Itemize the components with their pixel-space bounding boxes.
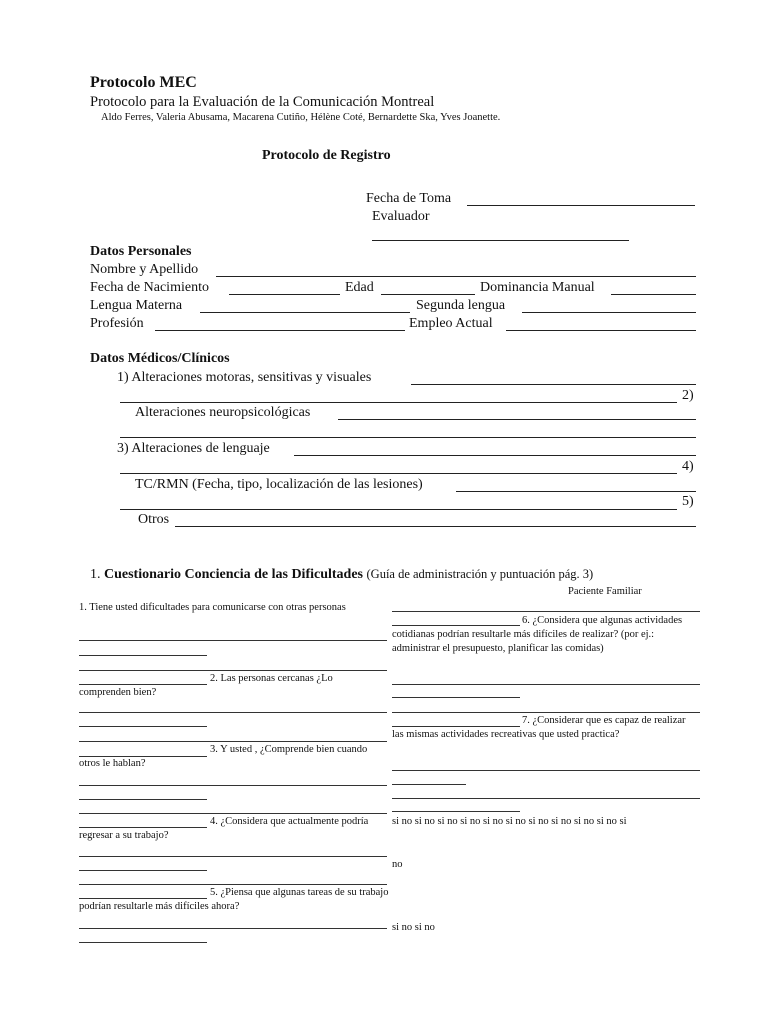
fecha-nacimiento-label: Fecha de Nacimiento: [90, 280, 209, 295]
question-1: 1. Tiene usted dificultades para comunicarse con otras personas: [79, 602, 346, 613]
answer-option-no[interactable]: no: [392, 859, 403, 870]
answer-line[interactable]: [392, 798, 700, 799]
item-otros-field[interactable]: [175, 526, 696, 527]
answer-options-sino[interactable]: si no si no: [392, 922, 435, 933]
answer-line[interactable]: [79, 928, 387, 929]
number-2: 2): [682, 388, 694, 403]
answer-line[interactable]: [79, 712, 387, 713]
item-lenguaje-label: 3) Alteraciones de lenguaje: [117, 441, 270, 456]
segunda-lengua-label: Segunda lengua: [416, 298, 506, 313]
evaluador-label: Evaluador: [372, 209, 430, 224]
answer-line[interactable]: [79, 640, 387, 641]
dominancia-field[interactable]: [611, 294, 696, 295]
answer-line[interactable]: [79, 870, 207, 871]
empleo-label: Empleo Actual: [409, 316, 493, 331]
cuestionario-guide: (Guía de administración y puntuación pág. 3): [366, 567, 594, 581]
number-4: 4): [682, 459, 694, 474]
answer-line[interactable]: [79, 785, 387, 786]
item-lenguaje-field[interactable]: [294, 455, 696, 456]
lengua-materna-field[interactable]: [200, 312, 410, 313]
answer-line[interactable]: [79, 670, 387, 671]
answer-line[interactable]: [79, 741, 387, 742]
answer-line[interactable]: [392, 712, 700, 713]
answer-line[interactable]: [79, 942, 207, 943]
profesion-field[interactable]: [155, 330, 405, 331]
edad-label: Edad: [345, 280, 374, 295]
item-lenguaje-field-2[interactable]: [120, 473, 677, 474]
cuestionario-number: 1.: [90, 567, 101, 582]
datos-medicos-heading: Datos Médicos/Clínicos: [90, 351, 230, 366]
datos-personales-heading: Datos Personales: [90, 244, 192, 259]
column-headers: Paciente Familiar: [568, 586, 642, 597]
item-motoras-field[interactable]: [411, 384, 696, 385]
segunda-lengua-field[interactable]: [522, 312, 696, 313]
fecha-toma-label: Fecha de Toma: [366, 191, 452, 206]
answer-line[interactable]: [392, 684, 700, 685]
question-3: 3. Y usted , ¿Comprende bien cuando otros le hablan?: [79, 744, 368, 769]
profesion-label: Profesión: [90, 316, 144, 331]
answer-line[interactable]: [392, 784, 466, 785]
empleo-field[interactable]: [506, 330, 696, 331]
answer-line[interactable]: [392, 611, 700, 612]
document-title: Protocolo MEC: [90, 74, 197, 91]
lengua-materna-label: Lengua Materna: [90, 298, 183, 313]
item-motoras-label: 1) Alteraciones motoras, sensitivas y visuales: [117, 370, 372, 385]
answer-line[interactable]: [79, 655, 207, 656]
answer-line[interactable]: [392, 770, 700, 771]
answer-options-row[interactable]: si no si no si no si no si no si no si no si no si no si no si: [392, 816, 627, 827]
nombre-field[interactable]: [216, 276, 696, 277]
item-tcrmn-field-2[interactable]: [120, 509, 677, 510]
cuestionario-title: Cuestionario Conciencia de las Dificultades: [104, 567, 363, 582]
question-2: 2. Las personas cercanas ¿Lo comprenden bien?: [79, 673, 333, 698]
answer-line[interactable]: [392, 811, 520, 812]
item-motoras-field-2[interactable]: [120, 402, 677, 403]
answer-line[interactable]: [79, 856, 387, 857]
nombre-label: Nombre y Apellido: [90, 262, 199, 277]
cuestionario-heading: [90, 567, 593, 583]
authors: Aldo Ferres, Valeria Abusama, Macarena Cutiño, Hélène Coté, Bernardette Ska, Yves Joanette.: [101, 112, 501, 123]
question-5: 5. ¿Piensa que algunas tareas de su trabajo podrían resultarle más difíciles ahora?: [79, 887, 389, 912]
fecha-toma-field[interactable]: [467, 205, 695, 206]
question-6: 6. ¿Considera que algunas actividades cotidianas podrían resultarle más difíciles de realizar? (por ej.: administrar el presupuesto, planificar las comidas): [392, 615, 683, 654]
item-neuro-label: Alteraciones neuropsicológicas: [135, 405, 311, 420]
section-title: Protocolo de Registro: [262, 148, 391, 163]
item-tcrmn-label: TC/RMN (Fecha, tipo, localización de las lesiones): [135, 477, 423, 492]
dominancia-label: Dominancia Manual: [480, 280, 595, 295]
answer-line[interactable]: [392, 697, 520, 698]
question-7: 7. ¿Considerar que es capaz de realizar las mismas actividades recreativas que usted practica?: [392, 715, 686, 740]
answer-line[interactable]: [79, 799, 207, 800]
evaluador-field[interactable]: [372, 240, 629, 241]
answer-line[interactable]: [79, 813, 387, 814]
fecha-nacimiento-field[interactable]: [229, 294, 340, 295]
item-neuro-field-2[interactable]: [120, 437, 696, 438]
question-4: 4. ¿Considera que actualmente podría regresar a su trabajo?: [79, 816, 369, 841]
item-neuro-field[interactable]: [338, 419, 696, 420]
item-tcrmn-field[interactable]: [456, 491, 696, 492]
answer-line[interactable]: [79, 726, 207, 727]
answer-line[interactable]: [79, 884, 387, 885]
item-otros-label: Otros: [138, 512, 170, 527]
edad-field[interactable]: [381, 294, 475, 295]
document-subtitle: Protocolo para la Evaluación de la Comunicación Montreal: [90, 94, 435, 110]
number-5: 5): [682, 494, 694, 509]
